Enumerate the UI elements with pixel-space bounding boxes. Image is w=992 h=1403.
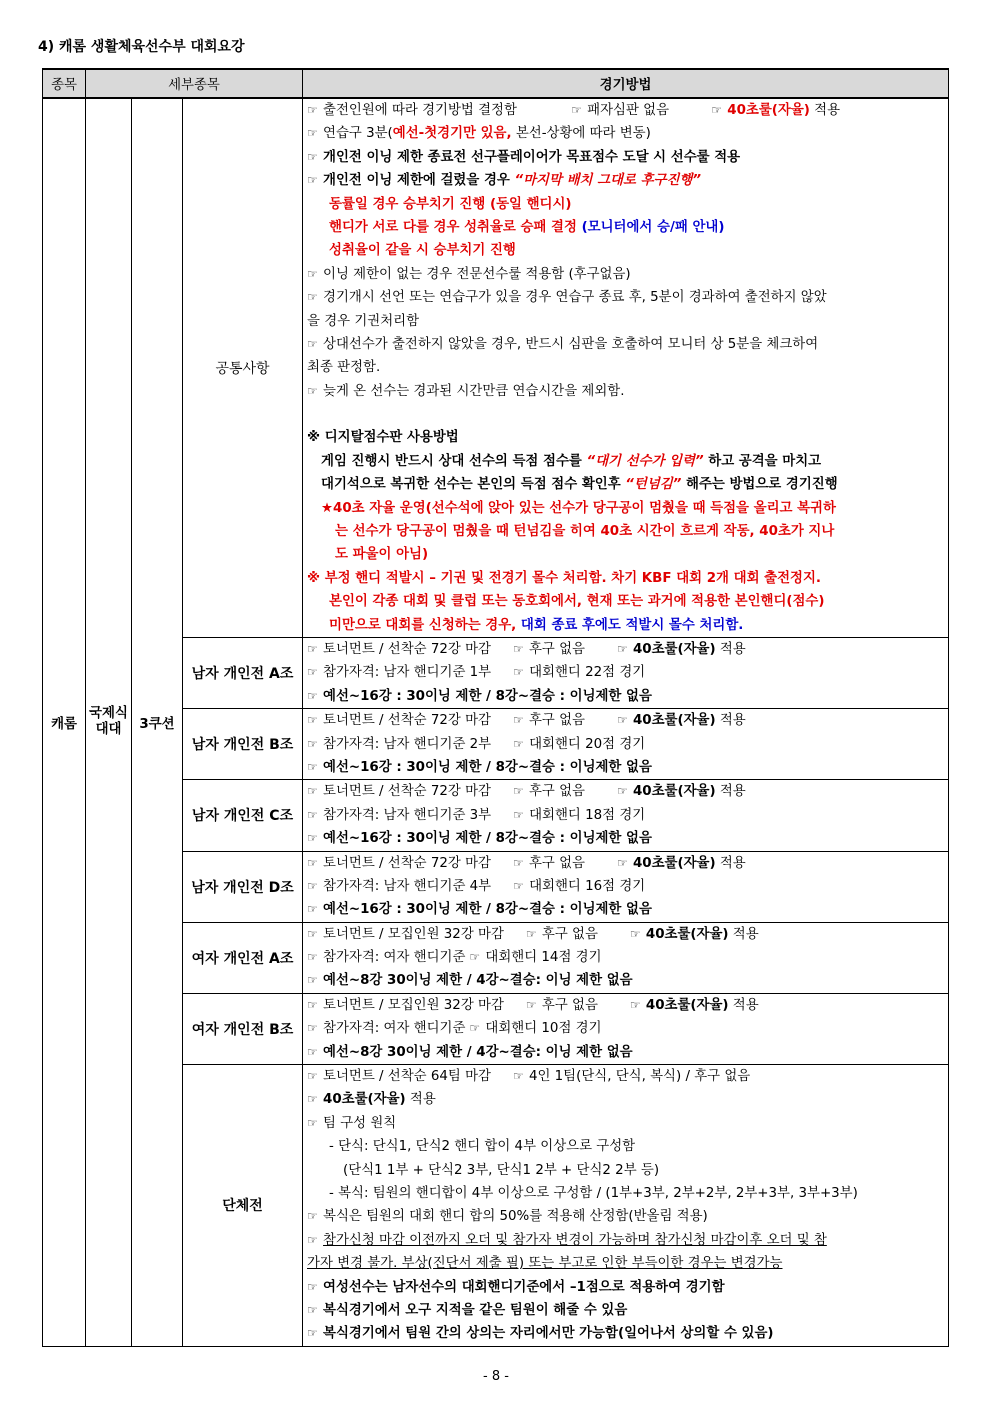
division-method: ☞ 토너먼트 / 선착순 72강 마감 ☞ 후구 없음 ☞ 40초룰(자율) 적용 ☞ 참가자격: 남자 핸디기준 4부 ☞ 대회핸디 16점 경기 ☞ 예선~16강 : 30이닝 제한 / 8강~결승 : 이닝제한 없음 <box>303 851 949 922</box>
pointing-hand-icon: ☞ <box>307 665 318 680</box>
pointing-hand-icon: ☞ <box>616 855 628 870</box>
common-line-11: ☞ 상대선수가 출전하지 않았을 경우, 반드시 심판을 호출하여 모니터 상 5분을 체크하여 <box>307 333 945 356</box>
division-label: 남자 개인전 D조 <box>183 851 303 922</box>
pointing-hand-icon: ☞ <box>629 926 641 941</box>
pointing-hand-icon: ☞ <box>307 173 318 188</box>
pointing-hand-icon: ☞ <box>307 149 318 164</box>
common-line-8: ☞ 이닝 제한이 없는 경우 전문선수룰 적용함 (후구없음) <box>307 263 945 286</box>
pointing-hand-icon: ☞ <box>307 926 318 941</box>
pointing-hand-icon: ☞ <box>513 807 524 822</box>
division-label: 여자 개인전 B조 <box>183 993 303 1064</box>
pointing-hand-icon: ☞ <box>307 290 318 305</box>
pointing-hand-icon: ☞ <box>307 878 318 893</box>
team-label: 단체전 <box>183 1065 303 1347</box>
pointing-hand-icon: ☞ <box>307 713 318 728</box>
pointing-hand-icon: ☞ <box>616 784 628 799</box>
common-line-9: ☞ 경기개시 선언 또는 연습구가 있을 경우 연습구 종료 후, 5분이 경과하여 출전하지 않았 <box>307 286 945 309</box>
format-cell: 3쿠션 <box>132 98 183 1346</box>
pointing-hand-icon: ☞ <box>307 1209 318 1224</box>
division-method: ☞ 토너먼트 / 모집인원 32강 마감 ☞ 후구 없음 ☞ 40초룰(자율) 적용 ☞ 참가자격: 여자 핸디기준 ☞ 대회핸디 10점 경기 ☞ 예선~8강 30이닝 제한 / 4강~결승: 이닝 제한 없음 <box>303 993 949 1064</box>
pointing-hand-icon: ☞ <box>307 1069 318 1084</box>
pointing-hand-icon: ☞ <box>307 855 318 870</box>
division-label: 남자 개인전 B조 <box>183 709 303 780</box>
pointing-hand-icon: ☞ <box>307 1092 318 1107</box>
pointing-hand-icon: ☞ <box>307 759 318 774</box>
common-line-19: 도 파울이 아님) <box>335 547 429 563</box>
pointing-hand-icon: ☞ <box>629 997 641 1012</box>
common-line-3: ☞ 개인전 이닝 제한 종료전 선구플레이어가 목표점수 도달 시 선수룰 적용 <box>307 146 945 169</box>
common-line-6: 핸디가 서로 다를 경우 성취율로 승패 결정 (모니터에서 승/패 안내) <box>329 219 725 235</box>
page-number: - 8 - <box>483 1369 509 1384</box>
common-line-4: ☞ 개인전 이닝 제한에 걸렸을 경우 “마지막 배치 그대로 후구진행” <box>307 169 945 192</box>
pointing-hand-icon: ☞ <box>711 103 723 117</box>
rules-table <box>42 68 949 1347</box>
pointing-hand-icon: ☞ <box>307 688 318 703</box>
common-line-14: ※ 디지탈점수판 사용방법 <box>307 430 459 446</box>
pointing-hand-icon: ☞ <box>513 665 524 680</box>
common-line-2: ☞ 연습구 3분(예선-첫경기만 있음, 본선-상황에 따라 변동) <box>307 122 945 145</box>
common-line-13: ☞ 늦게 온 선수는 경과된 시간만큼 연습시간을 제외함. <box>307 380 945 403</box>
common-line-7: 성취율이 같을 시 승부치기 진행 <box>329 243 516 259</box>
pointing-hand-icon: ☞ <box>307 266 318 281</box>
pointing-hand-icon: ☞ <box>307 383 318 398</box>
common-blank <box>307 403 945 426</box>
pointing-hand-icon: ☞ <box>307 1302 318 1317</box>
pointing-hand-icon: ☞ <box>512 641 524 656</box>
division-method: ☞ 토너먼트 / 선착순 72강 마감 ☞ 후구 없음 ☞ 40초룰(자율) 적용 ☞ 참가자격: 남자 핸디기준 3부 ☞ 대회핸디 18점 경기 ☞ 예선~16강 : 30이닝 제한 / 8강~결승 : 이닝제한 없음 <box>303 780 949 851</box>
common-line-10: 을 경우 기권처리함 <box>307 313 420 329</box>
pointing-hand-icon: ☞ <box>307 1279 318 1294</box>
pointing-hand-icon: ☞ <box>307 831 318 846</box>
common-line-16: 대기석으로 복귀한 선수는 본인의 득점 점수 확인후 “턴넘김” 해주는 방법으로 경기진행 <box>321 477 838 493</box>
common-line-1: ☞ 출전인원에 따라 경기방법 결정함 ☞ 패자심판 없음 ☞ 40초룰(자율) 적용 <box>307 99 945 122</box>
common-line-15: 게임 진행시 반드시 상대 선수의 득점 점수를 “대기 선수가 입력” 하고 공격을 마치고 <box>321 453 822 469</box>
division-label: 남자 개인전 C조 <box>183 780 303 851</box>
pointing-hand-icon: ☞ <box>512 784 524 799</box>
pointing-hand-icon: ☞ <box>307 1326 318 1341</box>
common-line-18: 는 선수가 당구공이 멈췄을 때 턴넘김을 히여 40초 시간이 흐르게 작동, 40초가 지나 <box>335 524 835 540</box>
header-sport: 종목 <box>43 69 86 98</box>
pointing-hand-icon: ☞ <box>525 926 537 941</box>
division-label: 여자 개인전 A조 <box>183 922 303 993</box>
pointing-hand-icon: ☞ <box>307 126 318 141</box>
sport-cell: 캐롬 <box>43 98 86 1346</box>
section-title: 4) 캐롬 생활체육선수부 대회요강 <box>38 39 245 55</box>
pointing-hand-icon: ☞ <box>307 902 318 917</box>
pointing-hand-icon: ☞ <box>525 997 537 1012</box>
pointing-hand-icon: ☞ <box>571 103 582 117</box>
common-line-12: 최종 판정함. <box>307 360 381 376</box>
common-line-21: 본인이 각종 대회 및 클럽 또는 동호회에서, 현재 또는 과거에 적용한 본인핸디(점수) <box>329 594 825 610</box>
common-line-22: 미만으로 대회를 신청하는 경우, 대회 종료 후에도 적발시 몰수 처리함. <box>329 617 744 633</box>
pointing-hand-icon: ☞ <box>307 1021 318 1036</box>
pointing-hand-icon: ☞ <box>469 1021 481 1036</box>
pointing-hand-icon: ☞ <box>469 950 481 965</box>
common-label: 공통사항 <box>183 98 303 637</box>
common-line-20: ※ 부정 핸디 적발시 – 기권 및 전경기 몰수 처리함. 차기 KBF 대회 2개 대회 출전정지. <box>307 570 822 586</box>
common-method <box>303 98 949 637</box>
category-cell: 국제식 대대 <box>86 98 132 1346</box>
pointing-hand-icon: ☞ <box>307 1044 318 1059</box>
pointing-hand-icon: ☞ <box>307 807 318 822</box>
pointing-hand-icon: ☞ <box>513 736 524 751</box>
common-line-17: ★40초 자율 운영(선수석에 앉아 있는 선수가 당구공이 멈췄을 때 득점을 올리고 복귀하 <box>321 500 836 516</box>
header-method: 경기방법 <box>303 69 949 98</box>
pointing-hand-icon: ☞ <box>307 950 318 965</box>
pointing-hand-icon: ☞ <box>513 878 524 893</box>
pointing-hand-icon: ☞ <box>512 855 524 870</box>
pointing-hand-icon: ☞ <box>307 736 318 751</box>
pointing-hand-icon: ☞ <box>307 103 318 117</box>
pointing-hand-icon: ☞ <box>307 784 318 799</box>
division-label: 남자 개인전 A조 <box>183 637 303 708</box>
division-method: ☞ 토너먼트 / 선착순 72강 마감 ☞ 후구 없음 ☞ 40초룰(자율) 적용 ☞ 참가자격: 남자 핸디기준 1부 ☞ 대회핸디 22점 경기 ☞ 예선~16강 : 30이닝 제한 / 8강~결승 : 이닝제한 없음 <box>303 637 949 708</box>
header-sub: 세부종목 <box>86 69 303 98</box>
pointing-hand-icon: ☞ <box>512 1069 524 1084</box>
pointing-hand-icon: ☞ <box>307 641 318 656</box>
pointing-hand-icon: ☞ <box>307 997 318 1012</box>
pointing-hand-icon: ☞ <box>307 336 318 351</box>
pointing-hand-icon: ☞ <box>307 1232 318 1247</box>
pointing-hand-icon: ☞ <box>307 973 318 988</box>
common-line-5: 동률일 경우 승부치기 진행 (동일 핸디시) <box>329 196 572 212</box>
pointing-hand-icon: ☞ <box>616 713 628 728</box>
pointing-hand-icon: ☞ <box>616 641 628 656</box>
pointing-hand-icon: ☞ <box>512 713 524 728</box>
pointing-hand-icon: ☞ <box>307 1115 318 1130</box>
division-method: ☞ 토너먼트 / 선착순 72강 마감 ☞ 후구 없음 ☞ 40초룰(자율) 적용 ☞ 참가자격: 남자 핸디기준 2부 ☞ 대회핸디 20점 경기 ☞ 예선~16강 : 30이닝 제한 / 8강~결승 : 이닝제한 없음 <box>303 709 949 780</box>
team-method: ☞ 토너먼트 / 선착순 64팀 마감 ☞ 4인 1팀(단식, 단식, 복식) / 후구 없음 ☞ 40초룰(자율) 적용 ☞ 팀 구성 원칙 - 단식: 단식1, 단식2 핸디 합이 4부 이상으로 구성함 (단식1 1부 + 단식2 3부, 단식1 2부 + 단식2 2부 등) - 복식: 팀원의 핸디합이 4부 이상으로 구성함 / (1부+3부, 2부+2부, 2부+3부, 3부+3부) ☞ 복식은 팀원의 대회 핸디 합의 50%를 적용해 산정함(반올림 적용) ☞ 참가신청 마감 이전까지 오더 및 참가자 변경이 가능하며 참가신청 마감이후 오더 및 참 가자 변경 불가. 부상(진단서 제출 필) 또는 부고로 인한 부득이한 경우는 변경가능 ☞ 여성선수는 남자선수의 대회핸디기준에서 –1점으로 적용하여 경기함 ☞ 복식경기에서 오구 지적을 같은 팀원이 해줄 수 있음 ☞ 복식경기에서 팀원 간의 상의는 자리에서만 가능함(일어나서 상의할 수 있음) <box>303 1065 949 1347</box>
division-method: ☞ 토너먼트 / 모집인원 32강 마감 ☞ 후구 없음 ☞ 40초룰(자율) 적용 ☞ 참가자격: 여자 핸디기준 ☞ 대회핸디 14점 경기 ☞ 예선~8강 30이닝 제한 / 4강~결승: 이닝 제한 없음 <box>303 922 949 993</box>
